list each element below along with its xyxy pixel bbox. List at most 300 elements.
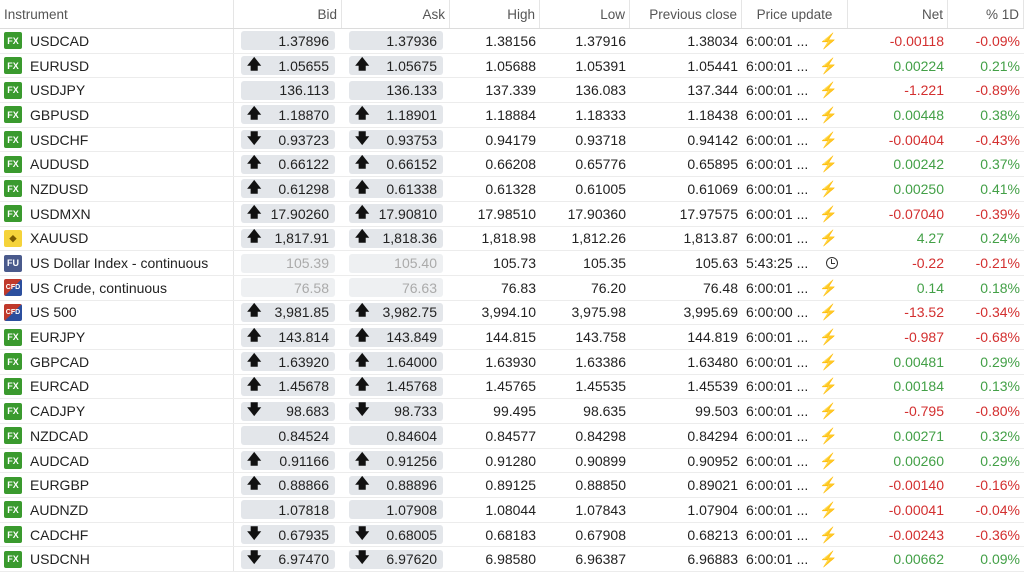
- low-value: 0.88850: [575, 477, 626, 494]
- ask-cell[interactable]: [342, 254, 450, 273]
- arrow-up-icon: 🡅: [355, 475, 370, 492]
- ask-pill[interactable]: [349, 476, 443, 495]
- lightning-icon: ⚡: [819, 353, 838, 371]
- ask-pill[interactable]: [349, 81, 443, 100]
- bid-pill[interactable]: [241, 229, 335, 248]
- ask-value: 6.97620: [386, 551, 437, 568]
- previous-close-value: 0.65895: [687, 156, 738, 173]
- instrument-name[interactable]: NZDUSD: [30, 180, 89, 197]
- net-change-value: -0.00140: [888, 477, 944, 494]
- table-row[interactable]: [0, 78, 1024, 103]
- ask-pill[interactable]: [349, 303, 443, 322]
- bid-cell[interactable]: [234, 254, 342, 273]
- pct-change-value: 0.38%: [980, 106, 1020, 123]
- ask-cell[interactable]: [342, 130, 450, 149]
- ask-value: 0.68005: [386, 526, 437, 543]
- ask-cell[interactable]: [342, 31, 450, 50]
- ask-value: 105.40: [394, 255, 437, 272]
- ask-cell[interactable]: [342, 426, 450, 445]
- table-row[interactable]: [0, 202, 1024, 227]
- high-value: 0.68183: [485, 526, 536, 543]
- instrument-name[interactable]: GBPCAD: [30, 353, 90, 370]
- table-row[interactable]: [0, 498, 1024, 523]
- lightning-icon: ⚡: [819, 452, 838, 470]
- price-update-cell: [742, 205, 848, 223]
- instrument-name[interactable]: AUDNZD: [30, 501, 89, 518]
- lightning-icon: ⚡: [819, 329, 838, 347]
- instrument-name[interactable]: US Dollar Index - continuous: [30, 255, 209, 272]
- lightning-icon: ⚡: [819, 106, 838, 124]
- net-change-value: -13.52: [904, 304, 944, 321]
- table-row[interactable]: [0, 523, 1024, 548]
- instrument-name[interactable]: AUDCAD: [30, 452, 90, 469]
- bid-value: 1,817.91: [274, 230, 329, 247]
- arrow-down-icon: 🡇: [247, 130, 262, 146]
- previous-close-value: 76.48: [702, 279, 738, 296]
- previous-close-value: 1.18438: [687, 106, 738, 123]
- header-high[interactable]: High: [450, 0, 540, 28]
- ask-cell[interactable]: [342, 303, 450, 322]
- bid-pill[interactable]: [241, 31, 335, 50]
- ask-value: 0.66152: [386, 156, 437, 173]
- net-change-value: 4.27: [916, 230, 944, 247]
- instrument-name[interactable]: CADJPY: [30, 403, 86, 420]
- ask-cell[interactable]: [342, 525, 450, 544]
- bid-pill[interactable]: [241, 402, 335, 421]
- ask-cell[interactable]: [342, 402, 450, 421]
- ask-pill[interactable]: [349, 328, 443, 347]
- net-change-value: 0.14: [916, 279, 944, 296]
- bid-cell[interactable]: [234, 328, 342, 347]
- net-change-value: -0.22: [912, 255, 944, 272]
- ask-cell[interactable]: [342, 476, 450, 495]
- instrument-name[interactable]: EURCAD: [30, 378, 90, 395]
- update-time: 6:00:01 ...: [746, 279, 809, 296]
- bid-pill[interactable]: [241, 550, 335, 569]
- update-time: 6:00:01 ...: [746, 427, 809, 444]
- bid-pill[interactable]: [241, 328, 335, 347]
- bid-pill[interactable]: [241, 81, 335, 100]
- net-change-value: -0.795: [904, 403, 944, 420]
- ask-cell[interactable]: [342, 81, 450, 100]
- instrument-cell[interactable]: [0, 78, 234, 102]
- ask-cell[interactable]: [342, 451, 450, 470]
- bid-cell[interactable]: [234, 155, 342, 174]
- instrument-cell[interactable]: [0, 152, 234, 176]
- previous-close-value: 0.61069: [687, 180, 738, 197]
- bid-value: 3,981.85: [274, 304, 329, 321]
- low-value: 105.35: [583, 255, 626, 272]
- bid-pill[interactable]: [241, 254, 335, 273]
- bid-cell[interactable]: [234, 204, 342, 223]
- instrument-type-icon: FX: [4, 403, 22, 420]
- instrument-name[interactable]: USDCAD: [30, 32, 90, 49]
- high-value: 6.98580: [485, 551, 536, 568]
- previous-close-value: 0.94142: [687, 131, 738, 148]
- bid-cell[interactable]: [234, 81, 342, 100]
- price-update-cell: [742, 180, 848, 198]
- update-time: 6:00:01 ...: [746, 180, 809, 197]
- low-value: 1.63386: [575, 353, 626, 370]
- instrument-type-icon: FX: [4, 353, 22, 370]
- table-row[interactable]: [0, 227, 1024, 252]
- instrument-type-icon: CFD: [4, 279, 22, 296]
- update-time: 6:00:01 ...: [746, 378, 809, 395]
- ask-cell[interactable]: [342, 155, 450, 174]
- arrow-up-icon: 🡅: [355, 302, 370, 319]
- table-row[interactable]: [0, 449, 1024, 474]
- arrow-up-icon: 🡅: [355, 352, 370, 368]
- ask-value: 98.733: [394, 403, 437, 420]
- instrument-name[interactable]: GBPUSD: [30, 106, 90, 123]
- high-value: 76.83: [500, 279, 536, 296]
- update-time: 6:00:01 ...: [746, 329, 809, 346]
- table-row[interactable]: [0, 350, 1024, 375]
- low-value: 1.05391: [575, 57, 626, 74]
- table-row[interactable]: [0, 547, 1024, 572]
- instrument-type-icon: FX: [4, 452, 22, 469]
- instrument-cell[interactable]: [0, 350, 234, 374]
- pct-change-value: 0.32%: [980, 427, 1020, 444]
- instrument-cell[interactable]: [0, 251, 234, 275]
- ask-pill[interactable]: [349, 130, 443, 149]
- instrument-cell[interactable]: [0, 29, 234, 53]
- bid-cell[interactable]: [234, 229, 342, 248]
- low-value: 0.93718: [575, 131, 626, 148]
- pct-change-value: -0.89%: [975, 82, 1020, 99]
- ask-value: 17.90810: [378, 205, 437, 222]
- price-update-cell: [742, 229, 848, 247]
- price-update-cell: [742, 106, 848, 124]
- ask-pill[interactable]: [349, 155, 443, 174]
- ask-pill[interactable]: [349, 426, 443, 445]
- instrument-cell[interactable]: [0, 375, 234, 399]
- ask-value: 76.63: [401, 279, 437, 296]
- instrument-type-icon: FX: [4, 477, 22, 494]
- bid-cell[interactable]: [234, 402, 342, 421]
- bid-value: 136.113: [279, 82, 329, 99]
- instrument-name[interactable]: USDMXN: [30, 205, 91, 222]
- ask-cell[interactable]: [342, 204, 450, 223]
- ask-pill[interactable]: [349, 377, 443, 396]
- price-update-cell: [742, 279, 848, 297]
- arrow-up-icon: 🡅: [247, 302, 262, 319]
- instrument-cell[interactable]: [0, 128, 234, 152]
- arrow-up-icon: 🡅: [355, 204, 370, 220]
- update-time: 6:00:01 ...: [746, 403, 809, 420]
- instrument-name[interactable]: US 500: [30, 304, 77, 321]
- bid-pill[interactable]: [241, 476, 335, 495]
- ask-pill[interactable]: [349, 31, 443, 50]
- table-row[interactable]: [0, 103, 1024, 128]
- ask-pill[interactable]: [349, 352, 443, 371]
- bid-value: 1.45678: [278, 378, 329, 395]
- pct-change-value: 0.37%: [980, 156, 1020, 173]
- pct-change-value: -0.43%: [975, 131, 1020, 148]
- ask-pill[interactable]: [349, 525, 443, 544]
- bid-cell[interactable]: [234, 525, 342, 544]
- bid-cell[interactable]: [234, 179, 342, 198]
- ask-value: 1.05675: [386, 57, 437, 74]
- net-change-value: 0.00662: [893, 551, 944, 568]
- ask-pill[interactable]: [349, 229, 443, 248]
- ask-pill[interactable]: [349, 105, 443, 124]
- instrument-cell[interactable]: [0, 276, 234, 300]
- price-update-cell: [742, 255, 848, 271]
- net-change-value: 0.00242: [893, 156, 944, 173]
- low-value: 3,975.98: [571, 304, 626, 321]
- instrument-cell[interactable]: [0, 325, 234, 349]
- low-value: 0.90899: [575, 452, 626, 469]
- update-time: 6:00:01 ...: [746, 501, 809, 518]
- net-change-value: 0.00448: [893, 106, 944, 123]
- ask-cell[interactable]: [342, 278, 450, 297]
- ask-value: 0.93753: [386, 131, 437, 148]
- ask-cell[interactable]: [342, 328, 450, 347]
- table-row[interactable]: [0, 54, 1024, 79]
- header-ask[interactable]: Ask: [342, 0, 450, 28]
- instrument-cell[interactable]: [0, 399, 234, 423]
- bid-pill[interactable]: [241, 204, 335, 223]
- header-low[interactable]: Low: [540, 0, 630, 28]
- price-update-cell: [742, 476, 848, 494]
- header-bid[interactable]: Bid: [234, 0, 342, 28]
- ask-pill[interactable]: [349, 402, 443, 421]
- bid-cell[interactable]: [234, 105, 342, 124]
- bid-cell[interactable]: [234, 56, 342, 75]
- ask-value: 3,982.75: [382, 304, 437, 321]
- instrument-type-icon: FX: [4, 180, 22, 197]
- bid-value: 98.683: [286, 403, 329, 420]
- bid-value: 0.67935: [278, 526, 329, 543]
- bid-value: 0.93723: [278, 131, 329, 148]
- header-net[interactable]: Net: [848, 0, 948, 28]
- high-value: 1.45765: [485, 378, 536, 395]
- instrument-cell[interactable]: [0, 103, 234, 127]
- ask-cell[interactable]: [342, 550, 450, 569]
- ask-pill[interactable]: [349, 278, 443, 297]
- instrument-name[interactable]: NZDCAD: [30, 427, 89, 444]
- net-change-value: -0.987: [904, 329, 944, 346]
- lightning-icon: ⚡: [819, 501, 838, 519]
- low-value: 76.20: [590, 279, 626, 296]
- bid-cell[interactable]: [234, 130, 342, 149]
- bid-pill[interactable]: [241, 278, 335, 297]
- table-row[interactable]: [0, 276, 1024, 301]
- net-change-value: -0.00118: [889, 32, 944, 49]
- pct-change-value: -0.09%: [975, 32, 1020, 49]
- arrow-down-icon: 🡇: [355, 401, 370, 418]
- bid-pill[interactable]: [241, 56, 335, 75]
- low-value: 1.18333: [575, 106, 626, 123]
- bid-cell[interactable]: [234, 377, 342, 396]
- ask-value: 0.91256: [386, 452, 437, 469]
- update-time: 5:43:25 ...: [746, 255, 809, 272]
- arrow-down-icon: 🡇: [355, 525, 370, 541]
- bid-pill[interactable]: [241, 525, 335, 544]
- bid-value: 0.91166: [279, 452, 329, 469]
- instrument-cell[interactable]: [0, 227, 234, 251]
- instrument-cell[interactable]: [0, 473, 234, 497]
- ask-value: 1.07908: [386, 501, 437, 518]
- pct-change-value: -0.36%: [975, 526, 1020, 543]
- lightning-icon: ⚡: [819, 526, 838, 544]
- ask-cell[interactable]: [342, 500, 450, 519]
- table-row[interactable]: [0, 128, 1024, 153]
- instrument-cell[interactable]: [0, 54, 234, 78]
- instrument-cell[interactable]: [0, 449, 234, 473]
- ask-pill[interactable]: [349, 56, 443, 75]
- bid-pill[interactable]: [241, 377, 335, 396]
- table-row[interactable]: [0, 29, 1024, 54]
- ask-pill[interactable]: [349, 179, 443, 198]
- table-header: [0, 0, 1024, 29]
- arrow-up-icon: 🡅: [247, 451, 262, 467]
- bid-pill[interactable]: [241, 352, 335, 371]
- bid-pill[interactable]: [241, 105, 335, 124]
- instrument-cell[interactable]: [0, 177, 234, 201]
- bid-cell[interactable]: [234, 476, 342, 495]
- header-price-update[interactable]: Price update: [742, 0, 848, 28]
- instrument-type-icon: FX: [4, 205, 22, 222]
- pct-change-value: -0.34%: [975, 304, 1020, 321]
- instrument-type-icon: FX: [4, 501, 22, 518]
- price-update-cell: [742, 427, 848, 445]
- ask-pill[interactable]: [349, 500, 443, 519]
- pct-change-value: 0.18%: [980, 279, 1020, 296]
- ask-value: 1.64000: [386, 353, 437, 370]
- instrument-type-icon: FX: [4, 57, 22, 74]
- header-previous-close[interactable]: Previous close: [630, 0, 742, 28]
- low-value: 1,812.26: [571, 230, 626, 247]
- high-value: 0.66208: [485, 156, 536, 173]
- low-value: 98.635: [583, 403, 626, 420]
- instrument-name[interactable]: EURUSD: [30, 57, 90, 74]
- ask-cell[interactable]: [342, 229, 450, 248]
- update-time: 6:00:01 ...: [746, 156, 809, 173]
- bid-cell[interactable]: [234, 550, 342, 569]
- table-row[interactable]: [0, 473, 1024, 498]
- bid-pill[interactable]: [241, 500, 335, 519]
- ask-cell[interactable]: [342, 179, 450, 198]
- instrument-cell[interactable]: [0, 424, 234, 448]
- instrument-name[interactable]: USDCNH: [30, 551, 90, 568]
- previous-close-value: 0.68213: [687, 526, 738, 543]
- bid-pill[interactable]: [241, 303, 335, 322]
- update-time: 6:00:01 ...: [746, 526, 809, 543]
- price-update-cell: [742, 303, 848, 321]
- bid-pill[interactable]: [241, 451, 335, 470]
- bid-value: 0.61298: [278, 180, 329, 197]
- ask-cell[interactable]: [342, 105, 450, 124]
- arrow-up-icon: 🡅: [247, 475, 262, 492]
- previous-close-value: 144.819: [687, 329, 738, 346]
- update-time: 6:00:01 ...: [746, 452, 809, 469]
- instrument-name[interactable]: USDJPY: [30, 82, 86, 99]
- instrument-name[interactable]: US Crude, continuous: [30, 279, 167, 296]
- instrument-name[interactable]: XAUUSD: [30, 230, 89, 247]
- high-value: 105.73: [493, 255, 536, 272]
- table-row[interactable]: [0, 301, 1024, 326]
- ask-pill[interactable]: [349, 254, 443, 273]
- bid-cell[interactable]: [234, 31, 342, 50]
- arrow-up-icon: 🡅: [247, 56, 262, 72]
- price-update-cell: [742, 501, 848, 519]
- ask-value: 0.88896: [386, 477, 437, 494]
- net-change-value: -0.00404: [888, 131, 944, 148]
- update-time: 6:00:01 ...: [746, 477, 809, 494]
- instrument-name[interactable]: USDCHF: [30, 131, 89, 148]
- table-row[interactable]: [0, 375, 1024, 400]
- instrument-cell[interactable]: [0, 498, 234, 522]
- pct-change-value: -0.21%: [975, 255, 1020, 272]
- bid-pill[interactable]: [241, 155, 335, 174]
- low-value: 0.65776: [575, 156, 626, 173]
- instrument-name[interactable]: EURJPY: [30, 329, 86, 346]
- lightning-icon: ⚡: [819, 279, 838, 297]
- instrument-cell[interactable]: [0, 301, 234, 325]
- instrument-name[interactable]: EURGBP: [30, 477, 90, 494]
- instrument-cell[interactable]: [0, 202, 234, 226]
- low-value: 6.96387: [575, 551, 626, 568]
- lightning-icon: ⚡: [819, 378, 838, 396]
- header-instrument[interactable]: Instrument: [0, 0, 234, 28]
- bid-cell[interactable]: [234, 426, 342, 445]
- bid-pill[interactable]: [241, 179, 335, 198]
- low-value: 17.90360: [567, 205, 626, 222]
- net-change-value: 0.00250: [893, 180, 944, 197]
- high-value: 1,818.98: [481, 230, 536, 247]
- ask-pill[interactable]: [349, 550, 443, 569]
- ask-pill[interactable]: [349, 451, 443, 470]
- table-row[interactable]: [0, 152, 1024, 177]
- bid-pill[interactable]: [241, 130, 335, 149]
- pct-change-value: -0.04%: [975, 501, 1020, 518]
- arrow-down-icon: 🡇: [247, 549, 262, 566]
- table-row[interactable]: [0, 251, 1024, 276]
- lightning-icon: ⚡: [819, 427, 838, 445]
- bid-cell[interactable]: [234, 303, 342, 322]
- bid-cell[interactable]: [234, 352, 342, 371]
- high-value: 0.94179: [485, 131, 536, 148]
- bid-value: 76.58: [293, 279, 329, 296]
- table-row[interactable]: [0, 399, 1024, 424]
- instrument-cell[interactable]: [0, 523, 234, 547]
- bid-cell[interactable]: [234, 451, 342, 470]
- arrow-down-icon: 🡇: [247, 525, 262, 541]
- table-row[interactable]: [0, 177, 1024, 202]
- high-value: 1.18884: [485, 106, 536, 123]
- instrument-name[interactable]: CADCHF: [30, 526, 89, 543]
- instrument-name[interactable]: AUDUSD: [30, 156, 90, 173]
- high-value: 17.98510: [477, 205, 536, 222]
- bid-value: 0.66122: [278, 156, 329, 173]
- instrument-type-icon: CFD: [4, 304, 22, 321]
- arrow-up-icon: 🡅: [355, 451, 370, 467]
- ask-cell[interactable]: [342, 377, 450, 396]
- high-value: 1.63930: [485, 353, 536, 370]
- ask-pill[interactable]: [349, 204, 443, 223]
- table-row[interactable]: [0, 424, 1024, 449]
- table-row[interactable]: [0, 325, 1024, 350]
- bid-cell[interactable]: [234, 278, 342, 297]
- header-pct-1d[interactable]: % 1D: [948, 0, 1024, 28]
- ask-cell[interactable]: [342, 352, 450, 371]
- ask-cell[interactable]: [342, 56, 450, 75]
- bid-pill[interactable]: [241, 426, 335, 445]
- arrow-up-icon: 🡅: [247, 352, 262, 368]
- bid-cell[interactable]: [234, 500, 342, 519]
